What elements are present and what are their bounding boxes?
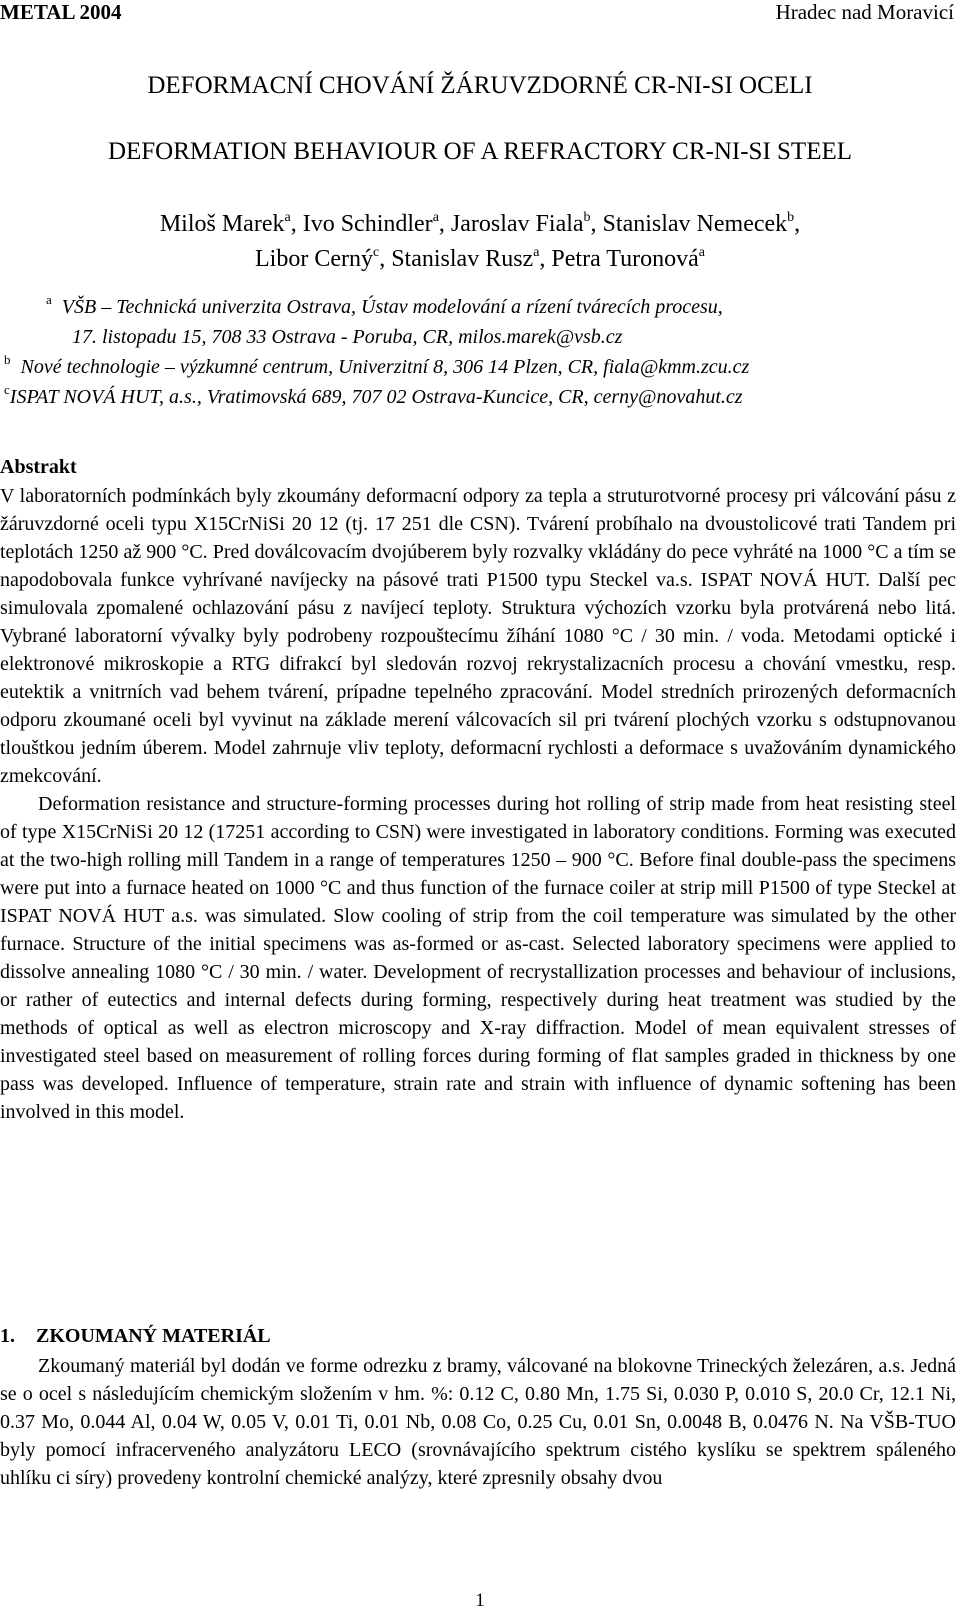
abstract-english: Deformation resistance and structure-forming processes during hot rolling of strip made from heat resisting steel of type X15CrNiSi 20 12 (17251 according to CSN) were investigated in laboratory conditions. Forming was executed at the two-high rolling mill Tandem in a range of temperatures 1250 – 900 °C. Before final double-pass the specimens were put into a furnace heated on 1000 °C and thus function of the furnace coiler at strip mill P1500 of type Steckel at ISPAT NOVÁ HUT a.s. was simulated. Slow cooling of strip from the coil temperature was simulated by the other furnace. Structure of the initial specimens was as-formed or as-cast. Selected laboratory specimens were applied to dissolve annealing 1080 °C / 30 min. / water. Development of recrystallization processes and behaviour of inclusions, or rather of eutectics and internal defects during forming, respectively during heat treatment was studied by the methods of optical as well as electron microscopy and X-ray diffraction. Model of mean equivalent stresses of investigated steel based on measurement of rolling forces during forming of flat samples graded in thickness by one pass was developed. Influence of temperature, strain rate and strain with influence of dynamic softening has been involved in this model.: [0, 793, 956, 1123]
affiliation-b: $^b$ Nové technologie – výzkumné centrum, Univerzitní 8, 306 14 Plzen, CR, fiala@kmm.zcu.cz: [4, 352, 750, 378]
author: Stanislav Rusz$^a$,: [391, 245, 552, 272]
author: Miloš Marek$^a$,: [159, 210, 303, 237]
author-line-1: [0, 207, 960, 242]
conference-name: METAL 2004: [0, 0, 122, 24]
affiliation-a-line-1: $^a$ VŠB – Technická univerzita Ostrava, Ústav modelování a rízení tvárecích procesu,: [46, 292, 723, 318]
section-body: [0, 1352, 956, 1492]
section-paragraph: Zkoumaný materiál byl dodán ve forme odrezku z bramy, válcované na blokovne Trineckých železáren, a.s. Jedná se o ocel s následujícím chemickým složením v hm. %: 0.12 C, 0.80 Mn, 1.75 Si, 0.030 P, 0.010 S, 20.0 Cr, 12.1 Ni, 0.37 Mo, 0.044 Al, 0.04 W, 0.05 V, 0.01 Ti, 0.01 Nb, 0.08 Co, 0.25 Cu, 0.01 Sn, 0.0048 B, 0.0476 N. Na VŠB-TUO byly pomocí infracerveného analyzátoru LECO (srovnávajícího spektrum cistého kyslíku se spektrem spáleného uhlíku ci síry) provedeny kontrolní chemické analýzy, které zpresnily obsahy dvou: [0, 1355, 956, 1489]
author: Ivo Schindler$^a$,: [302, 210, 451, 237]
section-title: ZKOUMANÝ MATERIÁL: [36, 1325, 271, 1347]
paper-title-czech: DEFORMACNÍ CHOVÁNÍ ŽÁRUVZDORNÉ CR-NI-SI OCELI: [147, 72, 813, 99]
page-number: 1: [475, 1590, 485, 1611]
section-heading: [0, 1325, 271, 1348]
abstract-czech: V laboratorních podmínkách byly zkoumány deformacní odpory za tepla a struturotvorné procesy pri válcování pásu z žáruvzdorné oceli typu X15CrNiSi 20 12 (tj. 17 251 dle CSN). Tvárení probíhalo na dvoustolicové trati Tandem pri teplotách 1250 až 900 °C. Pred doválcovacím dvojúberem byly rozvalky vkládány do pece vyhráté na 1000 °C a tím se napodobovala funkce vyhrívané navíjecky na pásové trati P1500 typu Steckel va.s. ISPAT NOVÁ HUT. Další pec simulovala zpomalené ochlazování pásu z navíjecí teploty. Struktura výchozích vzorku byla protvárená nebo litá. Vybrané laboratorní vývalky byly podrobeny rozpouštecímu žíhání 1080 °C / 30 min. / voda. Metodami optické i elektronové mikroskopie a RTG difrakcí byl sledován rozvoj rekrystalizacních procesu a chování vmestku, resp. eutektik a vnitrních vad behem tvárení, prípadne tepelného zpracování. Model stredních prirozených deformacních odporu zkoumané oceli byl vyvinut na základe merení válcovacích sil pri tvárení plochých vzorku s odstupnovanou tlouštkou jedním úberem. Model zahrnuje vliv teploty, deformacní rychlosti a deformace s uvažováním dynamického zmekcování.: [0, 485, 956, 787]
abstract-heading: Abstrakt: [0, 456, 77, 478]
author: Petra Turonová$^a$: [551, 245, 705, 272]
author-list: [0, 207, 960, 277]
author-line-2: [0, 242, 960, 277]
author: Jaroslav Fiala$^b$,: [450, 210, 603, 237]
paper-title-english: DEFORMATION BEHAVIOUR OF A REFRACTORY CR-NI-SI STEEL: [107, 138, 853, 165]
affiliation-a-line-2: 17. listopadu 15, 708 33 Ostrava - Poruba, CR, milos.marek@vsb.cz: [72, 326, 623, 348]
conference-location: Hradec nad Moravicí: [775, 0, 954, 24]
section-number: 1.: [0, 1325, 15, 1347]
affiliation-c: $^c$ISPAT NOVÁ HUT, a.s., Vratimovská 689, 707 02 Ostrava-Kuncice, CR, cerny@novahut.cz: [4, 382, 743, 408]
abstract-body: [0, 482, 956, 1126]
author: Stanislav Nemecek$^b$,: [602, 210, 801, 237]
author: Libor Cerný$^c$,: [255, 245, 392, 272]
